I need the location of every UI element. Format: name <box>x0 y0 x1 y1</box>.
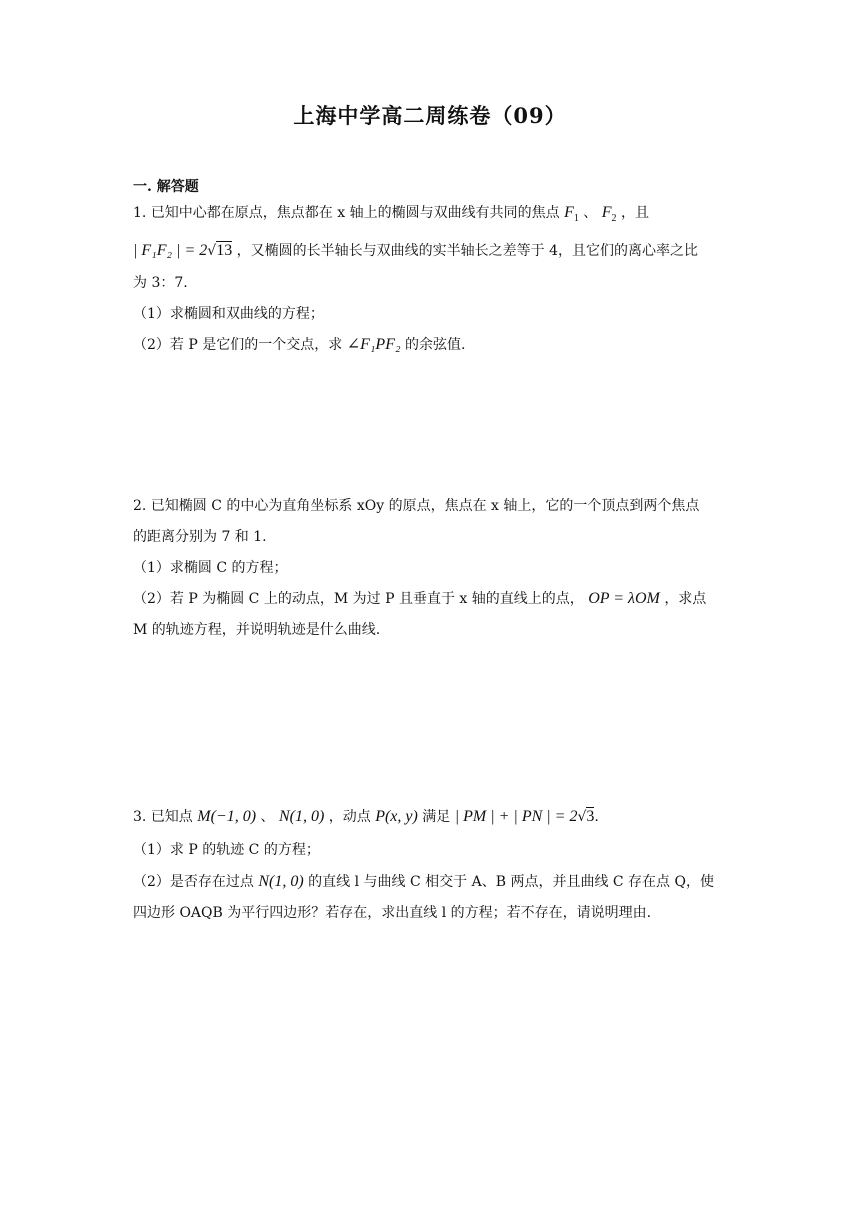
problem-2-part-2 <box>133 589 733 609</box>
problem-text: ，求点 <box>664 591 707 607</box>
problem-text: ，且 <box>620 205 649 221</box>
point-n: N(1, 0) <box>258 873 304 890</box>
angle-expr: ∠F₁PF₂ <box>346 336 401 353</box>
problem-3-part-2 <box>133 872 733 892</box>
problem-text: 的余弦值. <box>405 337 466 353</box>
problem-number: 1. <box>133 205 147 221</box>
problem-text: 已知点 <box>150 809 193 825</box>
focus-f2: $F_2$ <box>601 204 617 225</box>
problem-text: 的直线 l 与曲线 C 相交于 A、B 两点，并且曲线 C 存在点 Q，使 <box>308 874 714 890</box>
problem-text: （2）若 P 是它们的一个交点，求 <box>133 337 343 353</box>
problem-2-line-5: M 的轨迹方程，并说明轨迹是什么曲线. <box>133 622 381 638</box>
problem-1-part-2 <box>133 335 733 355</box>
separator: 、 <box>260 809 275 825</box>
point-n: N(1, 0) <box>278 808 325 825</box>
problem-text: ，又椭圆的长半轴长与双曲线的实半轴长之差等于 4，且它们的离心率之比 <box>236 243 698 259</box>
problem-3-line-1 <box>133 807 733 827</box>
problem-text: ，动点 <box>328 809 371 825</box>
focus-f1: $F_1$ <box>564 204 579 225</box>
problem-2-line-2: 的距离分别为 7 和 1. <box>133 529 267 545</box>
sqrt-radicand: 13 <box>216 242 233 259</box>
distance-sum-expr: | PM | + | PN | = 2 <box>454 808 578 825</box>
problem-text: 已知中心都在原点，焦点都在 x 轴上的椭圆与双曲线有共同的焦点 <box>150 205 560 221</box>
page-title: 上海中学高二周练卷（09） <box>293 103 567 128</box>
separator: 、 <box>583 205 598 221</box>
section-heading: 一. 解答题 <box>133 179 199 195</box>
sqrt-symbol: √ <box>207 243 217 259</box>
problem-text: （2）若 P 为椭圆 C 上的动点，M 为过 P 且垂直于 x 轴的直线上的点， <box>133 591 584 607</box>
problem-3-line-4: 四边形 OAQB 为平行四边形？若存在，求出直线 l 的方程；若不存在，请说明理由. <box>133 905 652 921</box>
problem-1-part-1: （1）求椭圆和双曲线的方程； <box>133 306 324 322</box>
period: . <box>594 809 599 825</box>
problem-1-line-3: 为 3：7. <box>133 275 188 291</box>
problem-number: 2. <box>133 498 147 514</box>
point-p: P(x, y) <box>375 808 418 825</box>
focal-distance-expr: | F₁F₂ | = 2 <box>133 242 208 259</box>
sqrt-radicand: 3 <box>586 808 595 825</box>
sqrt-symbol: √ <box>577 809 587 825</box>
problem-3-part-1: （1）求 P 的轨迹 C 的方程； <box>133 842 320 858</box>
problem-2-part-1: （1）求椭圆 C 的方程； <box>133 560 288 576</box>
problem-number: 3. <box>133 809 147 825</box>
problem-text: （2）是否存在过点 <box>133 874 254 890</box>
problem-1-line-2 <box>133 241 733 261</box>
problem-2-line-1 <box>133 496 733 516</box>
point-m: M(−1, 0) <box>197 808 257 825</box>
vector-expr: OP = λOM <box>588 590 660 607</box>
problem-1-line-1 <box>133 203 733 229</box>
problem-text: 已知椭圆 C 的中心为直角坐标系 xOy 的原点，焦点在 x 轴上，它的一个顶点到两个焦点 <box>150 498 700 514</box>
problem-text: 满足 <box>422 809 451 825</box>
